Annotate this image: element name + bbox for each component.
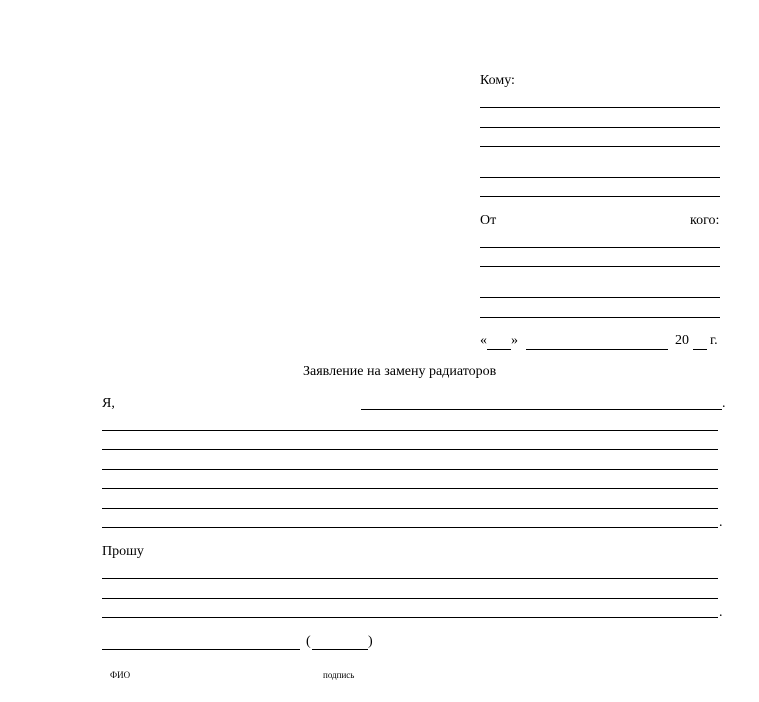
body-name-line[interactable] bbox=[361, 409, 722, 410]
request-line-2[interactable] bbox=[102, 598, 718, 599]
body-line-1[interactable] bbox=[102, 430, 718, 431]
body-name-period: . bbox=[722, 396, 726, 411]
request-line-1[interactable] bbox=[102, 578, 718, 579]
recipient-line-4[interactable] bbox=[480, 177, 720, 178]
sender-label-whom: кого: bbox=[690, 213, 720, 228]
signature-sign-line[interactable] bbox=[312, 649, 368, 650]
recipient-label: Кому: bbox=[480, 73, 515, 88]
recipient-line-2[interactable] bbox=[480, 127, 720, 128]
sender-line-3[interactable] bbox=[480, 297, 720, 298]
body-line-2[interactable] bbox=[102, 449, 718, 450]
date-day-field[interactable] bbox=[487, 333, 511, 350]
date-open-quote: « bbox=[480, 333, 487, 348]
signature-name-caption: ФИО bbox=[110, 670, 131, 680]
sender-label-from: От bbox=[480, 213, 497, 228]
request-label: Прошу bbox=[102, 544, 144, 559]
date-month-field[interactable] bbox=[526, 333, 668, 350]
date-year-prefix: 20 bbox=[675, 333, 689, 348]
date-year-suffix: г. bbox=[710, 333, 718, 348]
signature-sign-caption: подпись bbox=[323, 670, 355, 680]
body-line-6[interactable] bbox=[102, 527, 718, 528]
body-line-5[interactable] bbox=[102, 508, 718, 509]
date-year-field[interactable] bbox=[693, 333, 707, 350]
request-line-3[interactable] bbox=[102, 617, 718, 618]
recipient-line-5[interactable] bbox=[480, 196, 720, 197]
signature-close-paren: ) bbox=[368, 634, 373, 649]
body-line-3[interactable] bbox=[102, 469, 718, 470]
signature-open-paren: ( bbox=[306, 634, 311, 649]
sender-line-4[interactable] bbox=[480, 317, 720, 318]
body-i-label: Я, bbox=[102, 396, 115, 411]
sender-line-2[interactable] bbox=[480, 266, 720, 267]
date-close-quote: » bbox=[511, 333, 518, 348]
request-lines-period: . bbox=[719, 605, 723, 620]
body-lines-period: . bbox=[719, 515, 723, 530]
recipient-line-3[interactable] bbox=[480, 146, 720, 147]
signature-name-line[interactable] bbox=[102, 649, 300, 650]
body-line-4[interactable] bbox=[102, 488, 718, 489]
recipient-line-1[interactable] bbox=[480, 107, 720, 108]
document-title: Заявление на замену радиаторов bbox=[303, 364, 497, 379]
sender-line-1[interactable] bbox=[480, 247, 720, 248]
date-line bbox=[480, 333, 718, 350]
